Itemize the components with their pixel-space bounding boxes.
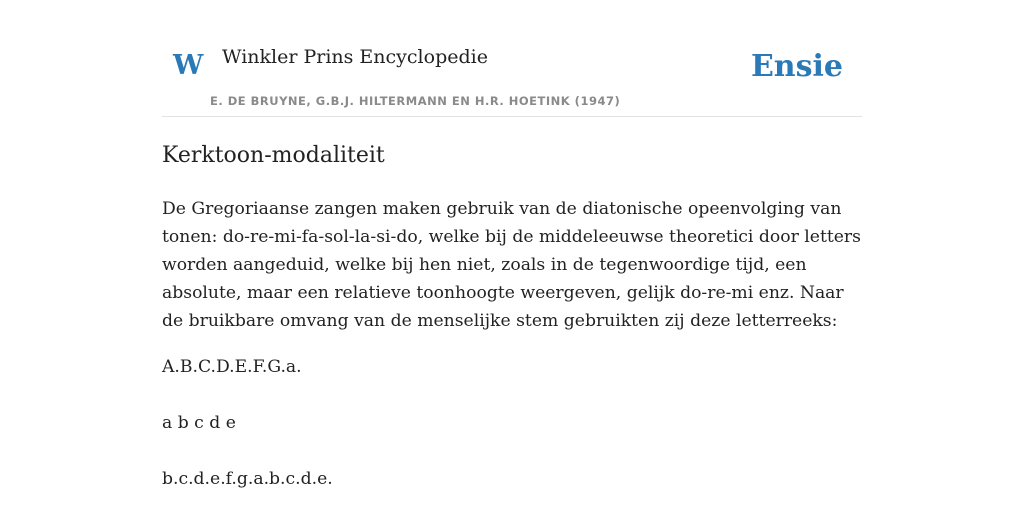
brand-logo[interactable]: Ensie: [750, 49, 843, 84]
publication-title[interactable]: Winkler Prins Encyclopedie: [222, 46, 488, 68]
letter-series-line: a b c d e: [162, 413, 236, 434]
publication-authors: E. DE BRUYNE, G.B.J. HILTERMANN EN H.R. HOETINK (1947): [210, 94, 621, 108]
letter-series-line: b.c.d.e.f.g.a.b.c.d.e.: [162, 469, 333, 490]
article-title: Kerktoon-modaliteit: [162, 143, 385, 168]
publication-logo[interactable]: W: [173, 50, 204, 81]
article-paragraph: De Gregoriaanse zangen maken gebruik van de diatonische opeenvolging van tonen: do-re-mi-fa-sol-la-si-do, welke bij de middeleeuwse theoretici door letters worden aangeduid, welke bij hen niet, zoals in de tegenwoordige tijd, een absolute, maar een relatieve toonhoogte weergeven, gelijk do-re-mi enz. Naar de bruikbare omvang van de menselijke stem gebruikten zij deze letterreeks:: [162, 199, 861, 332]
header: [162, 0, 862, 117]
article-page: [162, 0, 862, 493]
letter-series-line: A.B.C.D.E.F.G.a.: [162, 357, 302, 378]
